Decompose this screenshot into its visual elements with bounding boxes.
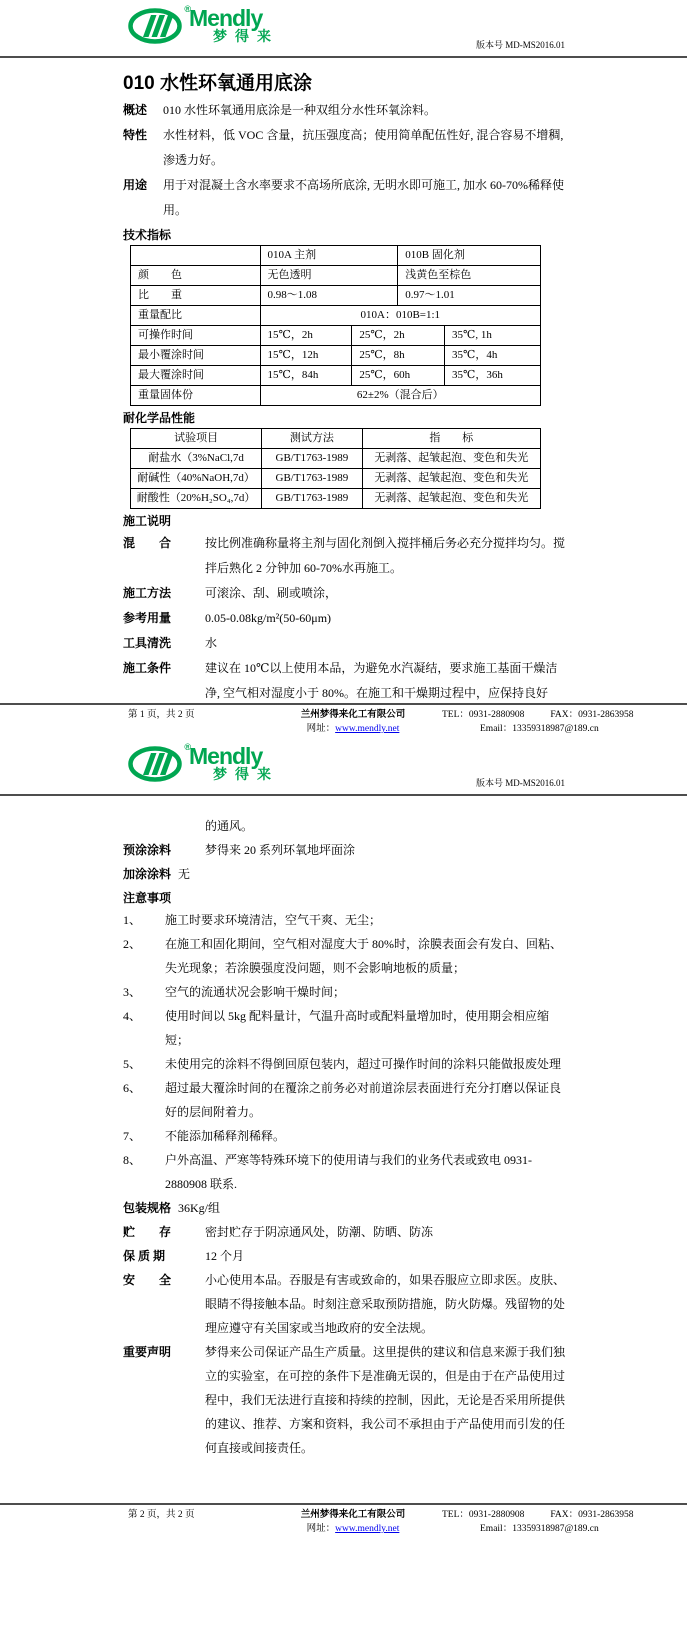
page2-footer <box>0 1503 687 1536</box>
page-number: 第 1 页，共 2 页 <box>128 710 195 720</box>
note-item-3 <box>123 980 565 1004</box>
storage-row <box>123 1220 565 1244</box>
safety-row <box>123 1268 565 1340</box>
tool-cleaning-row <box>123 631 565 656</box>
tool-cleaning-text: 水 <box>205 636 218 650</box>
website-link[interactable]: www.mendly.net <box>335 724 400 734</box>
shelf-life-text: 12 个月 <box>205 1249 245 1263</box>
page1-footer <box>0 703 687 736</box>
disclaimer-text: 梦得来公司保证产品生产质量。这里提供的建议和信息来源于我们独立的实验室，在可控的条件下是准确无误的，但是由于在产品使用过程中，我们无法进行直接和持续的控制，因此，无论是否采用所提供的建议、推荐、方案和资料，我公司不承担由于产品使用而引发的任何直接或间接责任。 <box>205 1345 566 1455</box>
table-row <box>131 246 541 266</box>
note-text: 使用时间以 5kg 配料量计，气温升高时或配料量增加时，使用期会相应缩短； <box>165 1009 550 1047</box>
table-row <box>131 266 541 286</box>
table-row <box>131 449 541 469</box>
table-row <box>131 386 541 406</box>
note-text: 超过最大覆涂时间的在覆涂之前务必对前道涂层表面进行充分打磨以保证良好的层间附着力。 <box>165 1081 562 1119</box>
overview-row <box>123 98 565 123</box>
table-cell: GB/T1763-1989 <box>262 489 362 509</box>
topcoat-text: 无 <box>178 867 191 881</box>
table-row <box>131 346 541 366</box>
precoat-label: 预涂涂料 <box>123 843 172 857</box>
note-text: 在施工和固化期间，空气相对湿度大于 80%时，涂膜表面会有发白、回粘、失光现象；若涂膜强度没问题，则不会影响地板的质量； <box>165 937 562 975</box>
company-name: 兰州梦得来化工有限公司 <box>300 710 406 720</box>
usage-label: 用途 <box>123 178 148 192</box>
table-cell: 耐酸性（20%H₂SO₄,7d） <box>131 489 262 509</box>
table-cell: 无剥落、起皱起泡、变色和失光 <box>362 489 540 509</box>
table-cell: 010A：010B=1:1 <box>260 306 540 326</box>
website-label: 网址： <box>306 1524 336 1534</box>
table-cell: 指 标 <box>362 429 540 449</box>
table-cell: 15℃，84h <box>260 366 352 386</box>
construction-heading: 施工说明 <box>123 514 172 528</box>
precoat-row <box>123 838 565 862</box>
note-number: 2、 <box>123 937 142 951</box>
table-cell: 浅黄色至棕色 <box>398 266 541 286</box>
table-cell: 试验项目 <box>131 429 262 449</box>
brand-name: Mendly <box>189 5 263 31</box>
table-cell: 颜 色 <box>131 266 261 286</box>
consumption-label: 参考用量 <box>123 611 172 625</box>
feature-label: 特性 <box>123 128 148 142</box>
table-cell: 重量配比 <box>131 306 261 326</box>
table-row <box>131 469 541 489</box>
note-item-8 <box>123 1148 565 1196</box>
email-label: Email：13359318987@189.cn <box>480 1524 599 1534</box>
consumption-row <box>123 606 565 631</box>
table-cell: 25℃，2h <box>352 326 445 346</box>
note-item-7 <box>123 1124 565 1148</box>
website-link[interactable]: www.mendly.net <box>335 1524 400 1534</box>
page-1 <box>0 0 687 738</box>
note-number: 5、 <box>123 1057 142 1071</box>
note-item-4 <box>123 1004 565 1052</box>
note-number: 1、 <box>123 913 142 927</box>
disclaimer-label: 重要声明 <box>123 1345 172 1359</box>
shelf-life-label: 保 质 期 <box>123 1249 166 1263</box>
packaging-row <box>123 1196 565 1220</box>
table-cell: 最小覆涂时间 <box>131 346 261 366</box>
note-item-1 <box>123 908 565 932</box>
overview-label: 概述 <box>123 103 148 117</box>
table-cell: 最大覆涂时间 <box>131 366 261 386</box>
page-number: 第 2 页，共 2 页 <box>128 1510 195 1520</box>
table-cell: 无剥落、起皱起泡、变色和失光 <box>362 449 540 469</box>
table-cell: 测试方法 <box>262 429 362 449</box>
mendly-logo-icon <box>128 4 191 45</box>
registered-trademark-mark: ® <box>184 742 191 752</box>
construction-items <box>0 531 687 706</box>
brand-name-chinese: 梦得来 <box>213 28 279 44</box>
topcoat-label: 加涂涂料 <box>123 867 172 881</box>
table-cell: 15℃，2h <box>260 326 352 346</box>
usage-text: 用于对混凝土含水率要求不高场所底涂, 无明水即可施工, 加水 60-70%稀释使用。 <box>163 178 564 217</box>
version-label: 版本号 MD-MS2016.01 <box>475 40 565 50</box>
application-method-text: 可滚涂、刮、刷或喷涂， <box>205 586 338 600</box>
storage-text: 密封贮存于阴凉通风处，防潮、防晒、防冻 <box>205 1225 434 1239</box>
footer-company-block <box>278 708 428 736</box>
feature-row <box>123 123 565 173</box>
table-row <box>131 326 541 346</box>
mendly-logo-icon <box>128 742 191 783</box>
table-cell: 35℃，4h <box>445 346 541 366</box>
fax-label: FAX：0931-2863958 <box>550 710 634 720</box>
tech-specs-table <box>130 245 541 406</box>
table-cell: 010B 固化剂 <box>398 246 541 266</box>
table-cell: 35℃, 1h <box>445 326 541 346</box>
safety-label: 安 全 <box>123 1273 172 1287</box>
table-cell: 25℃，8h <box>352 346 445 366</box>
table-cell: 可操作时间 <box>131 326 261 346</box>
usage-row <box>123 173 565 223</box>
header-rule <box>0 56 687 58</box>
note-text: 施工时要求环境清洁，空气干爽、无尘； <box>165 913 382 927</box>
page2-content <box>0 796 687 1460</box>
table-cell <box>131 246 261 266</box>
company-logo <box>128 742 687 783</box>
table-cell: 耐碱性（40%NaOH,7d） <box>131 469 262 489</box>
footer-rule <box>0 703 687 705</box>
table-row <box>131 366 541 386</box>
note-number: 7、 <box>123 1129 142 1143</box>
table-cell: 比 重 <box>131 286 261 306</box>
disclaimer-row <box>123 1340 565 1460</box>
table-cell: 0.98～1.08 <box>260 286 398 306</box>
note-text: 未使用完的涂料不得倒回原包装内，超过可操作时间的涂料只能做报废处理 <box>165 1057 562 1071</box>
company-logo <box>128 4 687 45</box>
footer-rule <box>0 1503 687 1505</box>
note-number: 6、 <box>123 1081 142 1095</box>
conditions-row <box>123 656 565 706</box>
storage-label: 贮 存 <box>123 1225 172 1239</box>
tel-label: TEL：0931-2880908 <box>442 710 525 720</box>
page1-content <box>0 98 687 223</box>
registered-trademark-mark: ® <box>184 4 191 14</box>
chemical-resistance-heading: 耐化学品性能 <box>123 411 196 425</box>
table-row <box>131 489 541 509</box>
table-row <box>131 286 541 306</box>
packaging-text: 36Kg/组 <box>178 1201 221 1215</box>
table-row <box>131 306 541 326</box>
precoat-text: 梦得来 20 系列环氧地坪面涂 <box>205 843 356 857</box>
notes-heading: 注意事项 <box>123 891 172 905</box>
table-row <box>131 429 541 449</box>
note-item-5 <box>123 1052 565 1076</box>
company-name: 兰州梦得来化工有限公司 <box>300 1510 406 1520</box>
table-cell: 重量固体份 <box>131 386 261 406</box>
footer-contact-block <box>442 1508 634 1536</box>
note-text: 户外高温、严寒等特殊环境下的使用请与我们的业务代表或致电 0931-2880908 联系. <box>165 1153 532 1191</box>
page-header <box>0 738 687 791</box>
tool-cleaning-label: 工具清洗 <box>123 636 172 650</box>
note-text: 不能添加稀释剂稀释。 <box>165 1129 286 1143</box>
brand-wordmark <box>189 5 279 44</box>
packaging-label: 包装规格 <box>123 1201 172 1215</box>
topcoat-row <box>123 862 565 886</box>
note-number: 3、 <box>123 985 142 999</box>
table-cell: 35℃，36h <box>445 366 541 386</box>
conditions-text: 建议在 10℃以上使用本品，为避免水汽凝结，要求施工基面干燥洁净, 空气相对湿度小于 80%。在施工和干燥期过程中，应保持良好 <box>205 661 558 700</box>
page-2 <box>0 738 687 1638</box>
application-method-row <box>123 581 565 606</box>
overview-text: 010 水性环氧通用底涂是一种双组分水性环氧涂料。 <box>163 103 437 117</box>
conditions-label: 施工条件 <box>123 661 172 675</box>
note-text: 空气的流通状况会影响干燥时间； <box>165 985 346 999</box>
mixing-text: 按比例准确称量将主剂与固化剂倒入搅拌桶后务必充分搅拌均匀。搅拌后熟化 2 分钟加 60-70%水再施工。 <box>205 536 566 575</box>
table-cell: GB/T1763-1989 <box>262 449 362 469</box>
feature-text: 水性材料，低 VOC 含量，抗压强度高；使用简单配伍性好, 混合容易不增稠, 渗透力好。 <box>163 128 564 167</box>
footer-company-block <box>278 1508 428 1536</box>
continuation-spacer <box>123 814 205 838</box>
mixing-row <box>123 531 565 581</box>
table-cell: 耐盐水（3%NaCl,7d <box>131 449 262 469</box>
page-title: 010 水性环氧通用底涂 <box>123 73 312 94</box>
table-cell: GB/T1763-1989 <box>262 469 362 489</box>
table-cell: 0.97～1.01 <box>398 286 541 306</box>
email-label: Email：13359318987@189.cn <box>480 724 599 734</box>
continuation-row <box>123 814 565 838</box>
table-cell: 62±2%（混合后） <box>260 386 540 406</box>
tel-label: TEL：0931-2880908 <box>442 1510 525 1520</box>
table-cell: 010A 主剂 <box>260 246 398 266</box>
note-number: 8、 <box>123 1153 142 1167</box>
footer-contact-block <box>442 708 634 736</box>
application-method-label: 施工方法 <box>123 586 172 600</box>
mixing-label: 混 合 <box>123 536 172 550</box>
consumption-text: 0.05-0.08kg/m²(50-60μm) <box>205 611 332 625</box>
brand-wordmark <box>189 743 279 782</box>
brand-name-chinese: 梦得来 <box>213 766 279 782</box>
table-cell: 无剥落、起皱起泡、变色和失光 <box>362 469 540 489</box>
website-label: 网址： <box>306 724 336 734</box>
safety-text: 小心使用本品。吞服是有害或致命的，如果吞服应立即求医。皮肤、眼睛不得接触本品。时刻注意采取预防措施，防火防爆。残留物的处理应遵守有关国家或当地政府的安全法规。 <box>205 1273 566 1335</box>
table-cell: 无色透明 <box>260 266 398 286</box>
note-item-2 <box>123 932 565 980</box>
note-number: 4、 <box>123 1009 142 1023</box>
fax-label: FAX：0931-2863958 <box>550 1510 634 1520</box>
page-header <box>0 0 687 53</box>
version-label: 版本号 MD-MS2016.01 <box>475 778 565 788</box>
tech-specs-heading: 技术指标 <box>123 228 172 242</box>
note-item-6 <box>123 1076 565 1124</box>
chemical-resistance-table <box>130 428 541 509</box>
shelf-life-row <box>123 1244 565 1268</box>
table-cell: 25℃，60h <box>352 366 445 386</box>
brand-name: Mendly <box>189 743 263 769</box>
continuation-text: 的通风。 <box>205 819 254 833</box>
table-cell: 15℃，12h <box>260 346 352 366</box>
